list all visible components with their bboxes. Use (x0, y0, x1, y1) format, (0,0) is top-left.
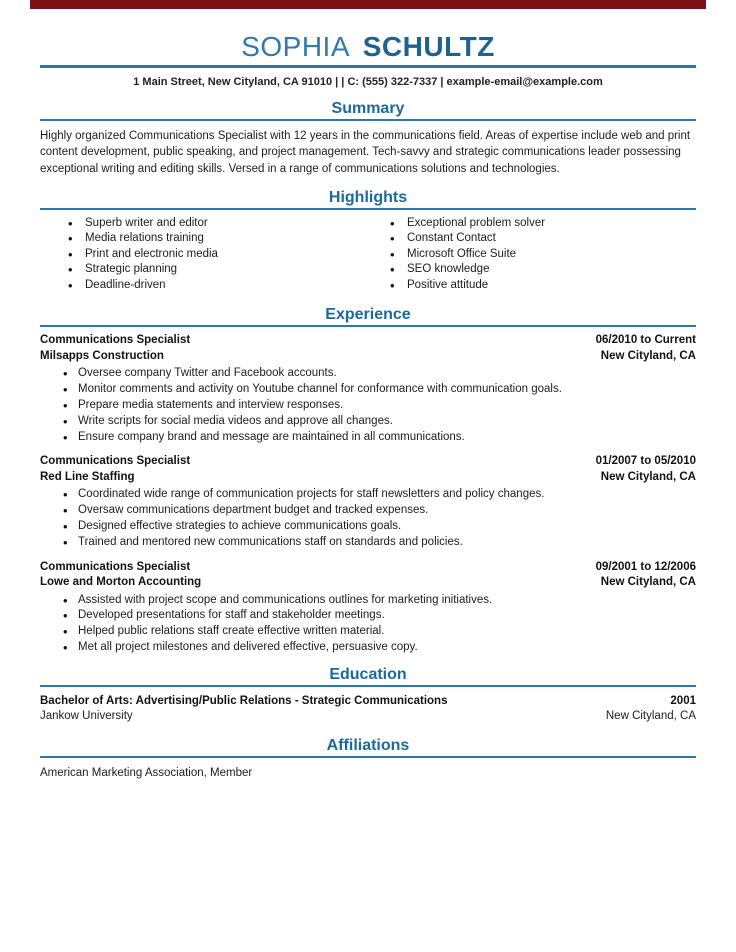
job-bullet: • Monitor comments and activity on Youtube channel for conformance with communication goals. (63, 382, 696, 398)
job-bullet-list (63, 487, 696, 550)
job-location: New Cityland, CA (600, 470, 696, 483)
job-location: New Cityland, CA (600, 349, 696, 362)
highlights-heading: Highlights (328, 188, 408, 206)
affiliation-item: American Marketing Association, Member (40, 766, 253, 779)
education-degree-row (40, 694, 696, 710)
job-company-row (40, 349, 696, 365)
section-rule (40, 119, 696, 121)
job-bullet: • Write scripts for social media videos and approve all changes. (63, 414, 696, 430)
candidate-name (40, 32, 696, 62)
education-heading: Education (329, 665, 407, 683)
job-bullet: • Assisted with project scope and communications outlines for marketing initiatives. (63, 593, 696, 609)
section-rule (40, 208, 696, 210)
highlight-item: • Exceptional problem solver (390, 216, 696, 232)
summary-paragraph: Highly organized Communications Specialist with 12 years in the communications field. Areas of expertise include web and print content development, public speaking, and project management. Tech-savvy and strategic communications leader possessing exceptional writing and editing skills. Versed in a range of communications solutions and technologies. (40, 130, 691, 175)
highlights-columns (40, 216, 696, 294)
affiliations-heading: Affiliations (326, 736, 410, 754)
job-bullet: • Designed effective strategies to achieve communications goals. (63, 519, 696, 535)
job-company: Lowe and Morton Accounting (40, 576, 202, 589)
job-bullet: • Trained and mentored new communications staff on standards and policies. (63, 535, 696, 551)
highlight-item: • SEO knowledge (390, 262, 696, 278)
highlights-left-column (40, 216, 368, 294)
job-title-row (40, 454, 696, 470)
job-bullet-list (63, 593, 696, 656)
experience-entry (40, 333, 696, 445)
job-title-row (40, 333, 696, 349)
experience-entry (40, 560, 696, 656)
job-bullet: • Ensure company brand and message are maintained in all communications. (63, 430, 696, 446)
highlights-right-list (390, 216, 696, 294)
resume-page (0, 32, 736, 780)
highlight-item: • Microsoft Office Suite (390, 247, 696, 263)
job-title: Communications Specialist (40, 560, 191, 573)
education-degree: Bachelor of Arts: Advertising/Public Relations - Strategic Communications (40, 694, 448, 707)
job-bullet: • Prepare media statements and interview responses. (63, 398, 696, 414)
job-bullet: • Met all project milestones and delivered effective, persuasive copy. (63, 640, 696, 656)
job-location: New Cityland, CA (600, 576, 696, 589)
job-company: Milsapps Construction (40, 349, 164, 362)
education-school: Jankow University (40, 710, 133, 723)
highlight-item: • Print and electronic media (68, 247, 368, 263)
job-title-row (40, 560, 696, 576)
highlight-item: • Strategic planning (68, 262, 368, 278)
job-company-row (40, 470, 696, 486)
job-dates: 01/2007 to 05/2010 (595, 455, 696, 468)
job-bullet: • Oversaw communications department budget and tracked expenses. (63, 503, 696, 519)
job-dates: 09/2001 to 12/2006 (595, 560, 696, 573)
job-bullet: • Coordinated wide range of communication projects for staff newsletters and policy changes. (63, 487, 696, 503)
section-rule (40, 685, 696, 687)
job-title: Communications Specialist (40, 455, 191, 468)
job-company-row (40, 575, 696, 591)
top-accent-bar (30, 0, 706, 9)
section-rule (40, 325, 696, 327)
job-bullet-list (63, 366, 696, 445)
job-dates: 06/2010 to Current (595, 334, 696, 347)
header-rule (40, 65, 696, 68)
education-school-row (40, 709, 696, 725)
candidate-last-name: SCHULTZ (362, 31, 495, 62)
highlight-item: • Positive attitude (390, 278, 696, 294)
experience-entry (40, 454, 696, 550)
highlights-right-column (368, 216, 696, 294)
section-rule (40, 756, 696, 758)
education-location: New Cityland, CA (605, 710, 696, 723)
experience-heading: Experience (325, 306, 411, 324)
candidate-first-name: SOPHIA (241, 31, 349, 62)
job-title: Communications Specialist (40, 334, 191, 347)
highlight-item: • Constant Contact (390, 231, 696, 247)
job-bullet: • Helped public relations staff create effective written material. (63, 624, 696, 640)
job-bullet: • Developed presentations for staff and stakeholder meetings. (63, 608, 696, 624)
highlight-item: • Superb writer and editor (68, 216, 368, 232)
job-company: Red Line Staffing (40, 470, 135, 483)
contact-line: 1 Main Street, New Cityland, CA 91010 | | C: (555) 322-7337 | example-email@example.com (133, 76, 603, 88)
highlight-item: • Deadline-driven (68, 278, 368, 294)
education-year: 2001 (670, 694, 696, 707)
highlights-left-list (68, 216, 368, 294)
summary-heading: Summary (331, 100, 405, 117)
job-bullet: • Oversee company Twitter and Facebook accounts. (63, 366, 696, 382)
highlight-item: • Media relations training (68, 231, 368, 247)
